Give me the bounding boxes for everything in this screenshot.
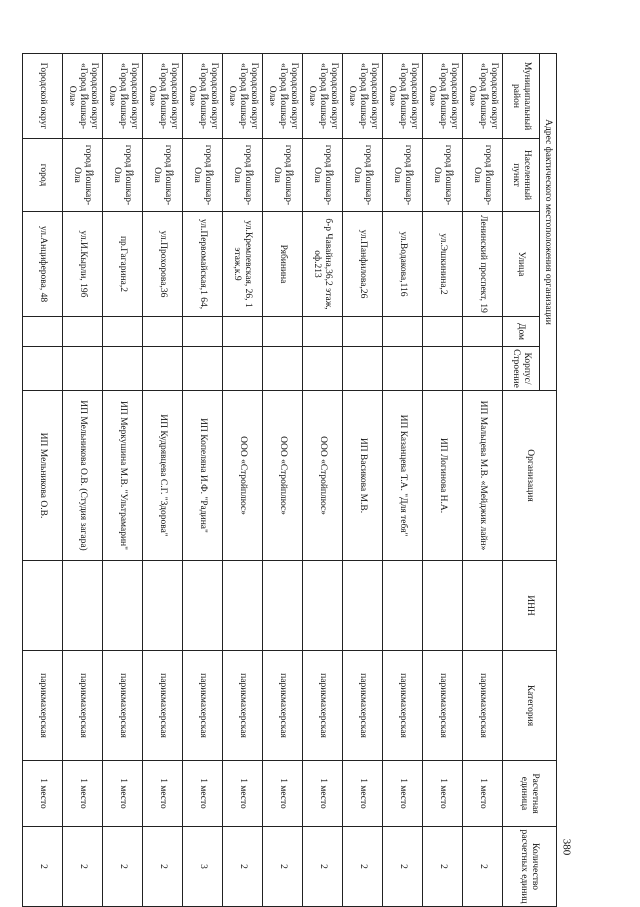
cell-count: 2	[23, 827, 63, 907]
header-unit: Расчетная единица	[503, 761, 557, 827]
table-row	[463, 54, 503, 907]
cell-organization: ИП Мельникова О.В.	[23, 391, 63, 561]
header-settlement: Населенный пункт	[503, 139, 540, 212]
cell-inn	[383, 561, 423, 651]
cell-house	[263, 317, 303, 347]
table-row	[223, 54, 263, 907]
cell-settlement: город Йошкар-Ола	[423, 139, 463, 212]
cell-inn	[463, 561, 503, 651]
table-row	[303, 54, 343, 907]
cell-house	[183, 317, 223, 347]
cell-house	[383, 317, 423, 347]
cell-organization: ИП Казанцева Т.А. "Для тебя"	[383, 391, 423, 561]
table-row	[383, 54, 423, 907]
cell-street: ул.Анциферова, 48	[23, 212, 63, 317]
cell-organization: ИП Копеляна И.Ф. "Радина"	[183, 391, 223, 561]
table-row	[343, 54, 383, 907]
header-district: Муниципальный район	[503, 54, 540, 139]
cell-building	[343, 347, 383, 391]
cell-district: Городской округ «Город Йошкар-Ола»	[383, 54, 423, 139]
cell-category: парикмахерская	[223, 651, 263, 761]
cell-unit: 1 место	[223, 761, 263, 827]
table-row	[23, 54, 63, 907]
cell-organization: ООО «Стройплюс»	[263, 391, 303, 561]
cell-street: ул.И.Кырли, 19б	[63, 212, 103, 317]
cell-inn	[343, 561, 383, 651]
cell-building	[263, 347, 303, 391]
table-row	[263, 54, 303, 907]
organizations-table	[22, 53, 557, 907]
cell-settlement: город Йошкар-Ола	[183, 139, 223, 212]
cell-organization: ИП Мельникова О.В. (Студия загара)	[63, 391, 103, 561]
cell-count: 2	[263, 827, 303, 907]
cell-unit: 1 место	[143, 761, 183, 827]
cell-house	[23, 317, 63, 347]
cell-house	[343, 317, 383, 347]
address-group-header: Адрес фактического местоположения организации	[540, 54, 557, 391]
cell-district: Городской округ «Город Йошкар-Ола»	[183, 54, 223, 139]
cell-building	[23, 347, 63, 391]
table-row	[423, 54, 463, 907]
cell-building	[103, 347, 143, 391]
cell-unit: 1 место	[263, 761, 303, 827]
table-row	[183, 54, 223, 907]
cell-category: парикмахерская	[103, 651, 143, 761]
cell-inn	[223, 561, 263, 651]
cell-count: 2	[223, 827, 263, 907]
page-number: 380	[560, 838, 573, 856]
cell-building	[463, 347, 503, 391]
cell-category: парикмахерская	[303, 651, 343, 761]
table-row	[143, 54, 183, 907]
cell-house	[303, 317, 343, 347]
cell-inn	[63, 561, 103, 651]
cell-count: 2	[103, 827, 143, 907]
cell-organization: ИП Мальцева М.В. «Мейджик лайн»	[463, 391, 503, 561]
header-category: Категория	[503, 651, 557, 761]
table-row	[63, 54, 103, 907]
cell-inn	[103, 561, 143, 651]
cell-count: 2	[143, 827, 183, 907]
cell-street: ул.Водакова,116	[383, 212, 423, 317]
cell-district: Городской округ «Город Йошкар-Ола»	[463, 54, 503, 139]
cell-settlement: город Йошкар-Ола	[463, 139, 503, 212]
cell-category: парикмахерская	[343, 651, 383, 761]
table-row	[103, 54, 143, 907]
cell-organization: ИП Васикова М.В.	[343, 391, 383, 561]
cell-category: парикмахерская	[463, 651, 503, 761]
cell-house	[103, 317, 143, 347]
cell-settlement: город Йошкар-Ола	[383, 139, 423, 212]
cell-building	[183, 347, 223, 391]
cell-street: ул.Прохорова,36	[143, 212, 183, 317]
cell-count: 2	[463, 827, 503, 907]
cell-district: Городской округ «Город Йошкар-Ола»	[143, 54, 183, 139]
cell-unit: 1 место	[423, 761, 463, 827]
cell-unit: 1 место	[383, 761, 423, 827]
table-header	[503, 54, 557, 907]
cell-unit: 1 место	[463, 761, 503, 827]
cell-district: Городской округ «Город Йошкар-Ола»	[423, 54, 463, 139]
header-building: Корпус/ Строение	[503, 347, 540, 391]
cell-settlement: город Йошкар-Ола	[103, 139, 143, 212]
header-street: Улица	[503, 212, 540, 317]
cell-settlement: город Йошкар-Ола	[343, 139, 383, 212]
cell-category: парикмахерская	[263, 651, 303, 761]
cell-house	[223, 317, 263, 347]
cell-inn	[423, 561, 463, 651]
cell-district: Городской округ «Город Йошкар-Ола»	[303, 54, 343, 139]
cell-organization: ИП Кудрявцева С.Г. "Здорова"	[143, 391, 183, 561]
cell-count: 3	[183, 827, 223, 907]
rotated-page	[37, 53, 557, 906]
cell-building	[63, 347, 103, 391]
cell-building	[143, 347, 183, 391]
cell-district: Городской округ «Город Йошкар-Ола»	[63, 54, 103, 139]
cell-unit: 1 место	[103, 761, 143, 827]
cell-unit: 1 место	[343, 761, 383, 827]
cell-building	[223, 347, 263, 391]
cell-building	[383, 347, 423, 391]
cell-unit: 1 место	[303, 761, 343, 827]
cell-inn	[23, 561, 63, 651]
cell-settlement: город	[23, 139, 63, 212]
cell-house	[423, 317, 463, 347]
cell-street: пр.Гагарина,2	[103, 212, 143, 317]
header-count: Количество расчетных единиц	[503, 827, 557, 907]
cell-organization: ИП Меркушина М.В. "Ультрамарин"	[103, 391, 143, 561]
cell-count: 2	[63, 827, 103, 907]
cell-settlement: город Йошкар-Ола	[143, 139, 183, 212]
cell-house	[63, 317, 103, 347]
cell-unit: 1 место	[63, 761, 103, 827]
cell-inn	[183, 561, 223, 651]
cell-count: 2	[423, 827, 463, 907]
cell-unit: 1 место	[183, 761, 223, 827]
cell-organization: ООО «Стройплюс»	[223, 391, 263, 561]
cell-count: 2	[303, 827, 343, 907]
cell-house	[463, 317, 503, 347]
cell-street: Рябинина	[263, 212, 303, 317]
cell-district: Городской округ «Город Йошкар-Ола»	[263, 54, 303, 139]
cell-organization: ООО «Стройплюс»	[303, 391, 343, 561]
cell-house	[143, 317, 183, 347]
cell-building	[423, 347, 463, 391]
cell-district: Городской округ «Город Йошкар-Ола»	[343, 54, 383, 139]
cell-settlement: город Йошкар-Ола	[263, 139, 303, 212]
cell-category: парикмахерская	[23, 651, 63, 761]
cell-organization: ИП Логинова Н.А.	[423, 391, 463, 561]
cell-count: 2	[383, 827, 423, 907]
cell-inn	[303, 561, 343, 651]
cell-category: парикмахерская	[63, 651, 103, 761]
table-body	[23, 54, 503, 907]
cell-settlement: город Йошкар-Ола	[303, 139, 343, 212]
header-organization: Организация	[503, 391, 557, 561]
cell-street: б-р Чавайна,36,2 этаж, оф.213	[303, 212, 343, 317]
cell-settlement: город Йошкар-Ола	[223, 139, 263, 212]
cell-category: парикмахерская	[383, 651, 423, 761]
cell-street: ул.Первомайская,1 64,	[183, 212, 223, 317]
cell-category: парикмахерская	[183, 651, 223, 761]
cell-street: ул.Эшкинина,2	[423, 212, 463, 317]
cell-district: Городской округ «Город Йошкар-Ола»	[103, 54, 143, 139]
cell-inn	[143, 561, 183, 651]
cell-count: 2	[343, 827, 383, 907]
cell-inn	[263, 561, 303, 651]
cell-street: Ленинский проспект, 19	[463, 212, 503, 317]
cell-district: Городской округ «Город Йошкар-Ола»	[223, 54, 263, 139]
cell-settlement: город Йошкар-Ола	[63, 139, 103, 212]
header-inn: ИНН	[503, 561, 557, 651]
cell-street: ул.Кремлевская, 26, 1 этаж,к.9	[223, 212, 263, 317]
cell-district: Городской округ	[23, 54, 63, 139]
header-house: Дом	[503, 317, 540, 347]
cell-category: парикмахерская	[143, 651, 183, 761]
cell-street: ул.Панфилова,26	[343, 212, 383, 317]
cell-unit: 1 место	[23, 761, 63, 827]
cell-category: парикмахерская	[423, 651, 463, 761]
cell-building	[303, 347, 343, 391]
